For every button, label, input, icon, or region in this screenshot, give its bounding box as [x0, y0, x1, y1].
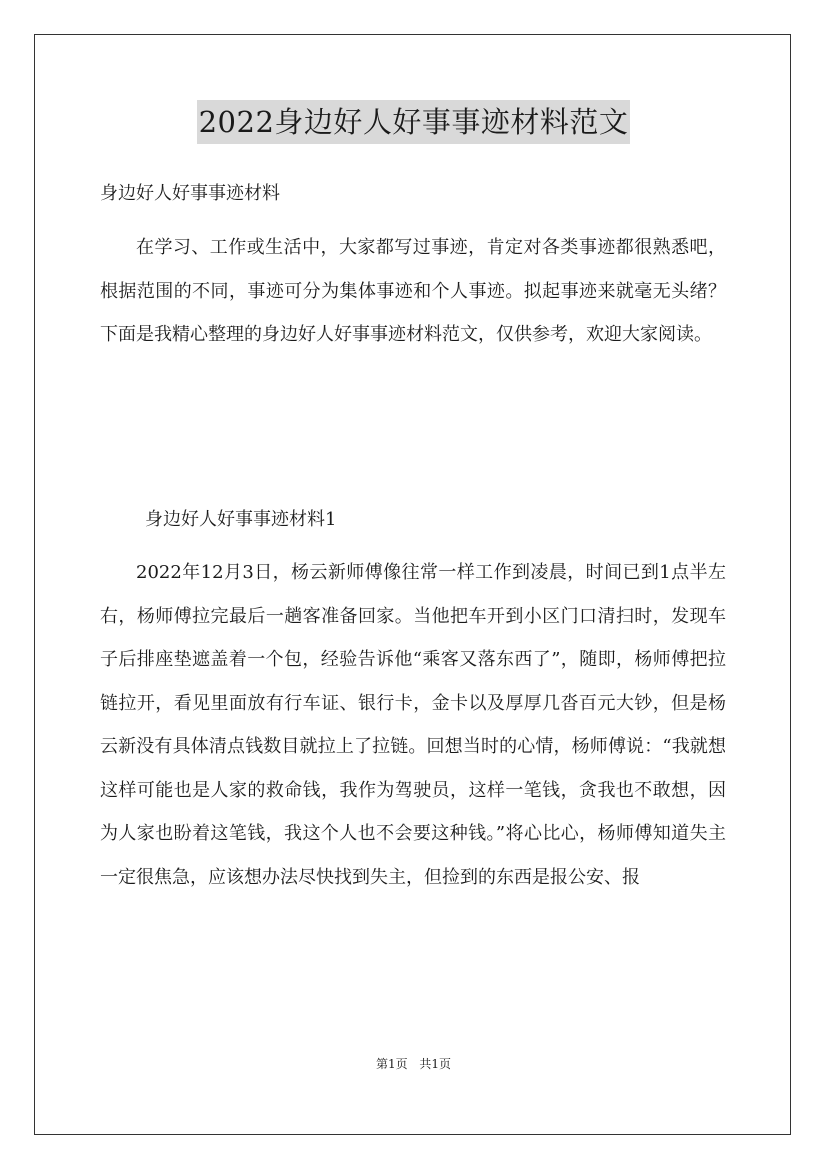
page-footer — [0, 1056, 827, 1072]
document-subtitle: 身边好人好事事迹材料 — [100, 183, 280, 204]
intro-paragraph: 在学习、工作或生活中，大家都写过事迹，肯定对各类事迹都很熟悉吧，根据范围的不同，事迹可分为集体事迹和个人事迹。拟起事迹来就毫无头绪？下面是我精心整理的身边好人好事事迹材料范文，仅供参考，欢迎大家阅读。 — [100, 237, 726, 345]
document-title — [0, 100, 827, 144]
page-number: 第1页 — [375, 1057, 408, 1071]
section-heading-1: 身边好人好事事迹材料1 — [145, 509, 337, 530]
section-body-1: 2022年12月3日，杨云新师傅像往常一样工作到凌晨，时间已到1点半左右，杨师傅拉完最后一趟客准备回家。当他把车开到小区门口清扫时，发现车子后排座垫遮盖着一个包，经验告诉他“乘客又落东西了”，随即，杨师傅把拉链拉开，看见里面放有行车证、银行卡，金卡以及厚厚几沓百元大钞，但是杨云新没有具体清点钱数目就拉上了拉链。回想当时的心情，杨师傅说：“我就想这样可能也是人家的救命钱，我作为驾驶员，这样一笔钱，贪我也不敢想，因为人家也盼着这笔钱，我这个人也不会要这种钱。”将心比心，杨师傅知道失主一定很焦急，应该想办法尽快找到失主，但捡到的东西是报公安、报 — [100, 562, 726, 888]
page-total: 共1页 — [419, 1057, 452, 1071]
document-title-text: 2022身边好人好事事迹材料范文 — [197, 100, 631, 144]
